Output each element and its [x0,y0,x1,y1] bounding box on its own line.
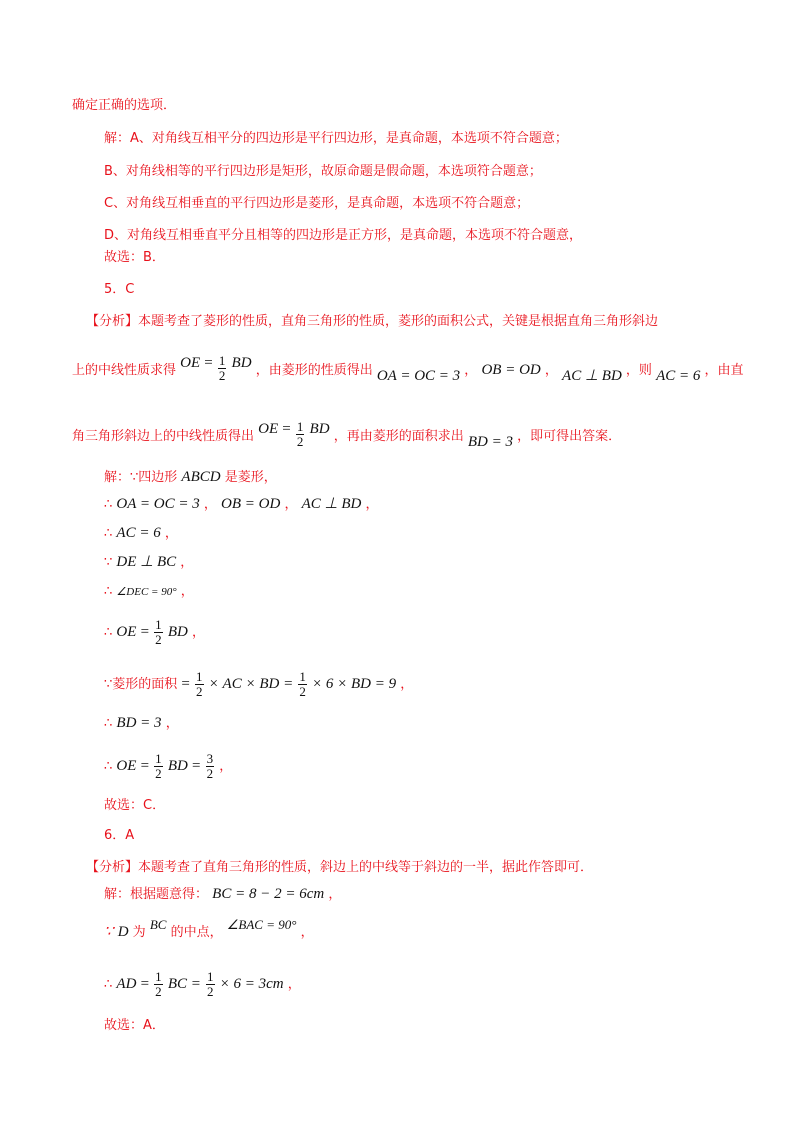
text: 解：根据题意得： [104,887,209,902]
math-times6: × 6 = 3cm [219,976,284,992]
numerator: 1 [299,669,306,684]
text: 的中点， [170,925,223,940]
math-bc-eq: BC = 8 − 2 = 6cm [212,886,325,902]
solution-line [104,552,193,573]
analysis-line: 【分析】本题考查了菱形的性质，直角三角形的性质，菱形的面积公式，关键是根据直角三角形斜边 [86,314,659,329]
analysis-line: 【分析】本题考查了直角三角形的性质，斜边上的中线等于斜边的一半，据此作答即可． [86,860,594,875]
math-bd: BD [231,355,252,371]
fraction-half [298,670,307,699]
math-abcd: ABCD [181,469,221,485]
numerator: 1 [196,669,203,684]
fraction-three-halves [206,752,215,781]
denominator: 2 [218,368,226,383]
solution-line [104,670,413,699]
denominator: 2 [155,766,162,781]
math-eq: = [140,624,150,640]
text: ， [328,887,342,902]
solution-line [104,618,205,647]
therefore-icon: ∴ [104,526,113,541]
denominator: 2 [296,434,304,449]
denominator: 2 [299,684,306,699]
text: ，由菱形的性质得出 [255,363,373,378]
text-line: B、对角线相等的平行四边形是矩形，故原命题是假命题，本选项符合题意； [104,164,542,179]
solution-line [104,582,194,602]
math-eq: = [191,758,201,774]
text: ， [400,677,414,692]
denominator: 2 [155,632,162,647]
math-ac-6: AC = 6 [656,368,701,384]
text: ， [300,925,314,940]
math-eq: = [140,976,150,992]
denominator: 2 [196,684,203,699]
math-ob-od: OB = OD [221,496,281,512]
fraction-half [218,354,227,383]
math-eq: = [181,676,190,692]
math-bd: BD [167,624,188,640]
text: 是菱形， [224,470,277,485]
text-line: 故选：C． [104,798,166,813]
text: ，由直 [704,363,744,378]
therefore-icon: ∴ [104,497,113,512]
numerator: 3 [206,751,214,766]
fraction-half [154,970,163,999]
math-oe: OE [258,421,279,437]
math-bc-frac: BC = [167,976,201,992]
therefore-icon: ∴ [104,716,113,731]
solution-line [104,467,277,488]
therefore-icon: ∴ [104,625,113,640]
math-ad: AD [116,976,137,992]
math-bd: BD [309,421,330,437]
text-line: 故选：B． [104,250,165,265]
text: ， [165,716,179,731]
text: ， [180,555,194,570]
text: 上的中线性质求得 [72,363,177,378]
text: ，即可得出答案． [517,429,622,444]
math-angle-bac: ∠BAC = 90° [226,917,297,932]
text-line: D、对角线互相垂直平分且相等的四边形是正方形，是真命题，本选项不符合题意， [104,228,583,243]
solution-line [104,523,178,544]
math-d: D [117,924,129,940]
text-line: 故选：A． [104,1018,165,1033]
numerator: 1 [155,751,162,766]
math-ac-6: AC = 6 [116,525,161,541]
numerator: 1 [207,969,214,984]
math-oa-oc: OA = OC = 3 [116,496,200,512]
denominator: 2 [207,984,214,999]
text: ， [544,363,558,378]
denominator: 2 [206,766,214,781]
text: ， [180,584,194,599]
numerator: 1 [296,419,304,434]
text: ， [365,497,379,512]
text: ， [191,625,205,640]
solution-line [104,970,301,999]
math-oa-oc: OA = OC = 3 [376,368,461,384]
solution-line [104,917,314,943]
text: 解：∵四边形 [104,470,178,485]
numerator: 1 [155,969,162,984]
therefore-icon: ∴ [104,584,113,599]
text: ， [284,497,298,512]
analysis-line [72,353,744,385]
fraction-half [195,670,204,699]
fraction-half [154,618,163,647]
text-line: 确定正确的选项． [72,98,177,113]
denominator: 2 [155,984,162,999]
because-icon: ∵ [104,555,113,570]
math-bd-3: BD = 3 [116,715,162,731]
text: ， [164,526,178,541]
fraction-half [296,420,305,449]
math-eq: = [204,355,213,371]
math-eq: = [282,421,291,437]
math-oe: OE [116,758,137,774]
numerator: 1 [218,353,226,368]
fraction-half [154,752,163,781]
math-ob-od: OB = OD [481,362,541,378]
question-number: 6．A [104,828,135,843]
solution-line [104,884,341,905]
numerator: 1 [155,617,162,632]
text: ， [464,363,478,378]
math-oe: OE [116,624,137,640]
text-line: C、对角线互相垂直的平行四边形是菱形，是真命题，本选项不符合题意； [104,196,530,211]
math-area-a: × AC × BD = [208,676,294,692]
text-line: 解：A、对角线互相平分的四边形是平行四边形，是真命题，本选项不符合题意； [104,131,568,146]
solution-line [104,494,379,515]
math-de-perp-bc: DE ⊥ BC [116,554,177,570]
text: 为 [132,925,146,940]
math-angle-dec: ∠DEC = 90° [116,586,177,598]
fraction-half [206,970,215,999]
solution-line [104,752,232,781]
math-oe: OE [180,355,201,371]
analysis-line [72,419,622,451]
text: 角三角形斜边上的中线性质得出 [72,429,255,444]
math-ac-perp-bd: AC ⊥ BD [301,496,362,512]
math-bd-3: BD = 3 [467,434,513,450]
math-eq: = [140,758,150,774]
text: ， [287,977,301,992]
math-area-b: × 6 × BD = 9 [311,676,397,692]
text: ，再由菱形的面积求出 [333,429,464,444]
question-number: 5．C [104,282,135,297]
therefore-icon: ∴ [104,759,113,774]
text: ∵菱形的面积 [104,677,178,692]
math-ac-perp-bd: AC ⊥ BD [562,368,622,384]
solution-line [104,713,179,734]
text: ， [219,759,233,774]
therefore-icon: ∴ [104,977,113,992]
text: ， [203,497,217,512]
math-bd: BD [167,758,188,774]
math-bc: BC [149,917,167,932]
because-icon: ∵ [104,924,114,940]
text: ，则 [625,363,652,378]
